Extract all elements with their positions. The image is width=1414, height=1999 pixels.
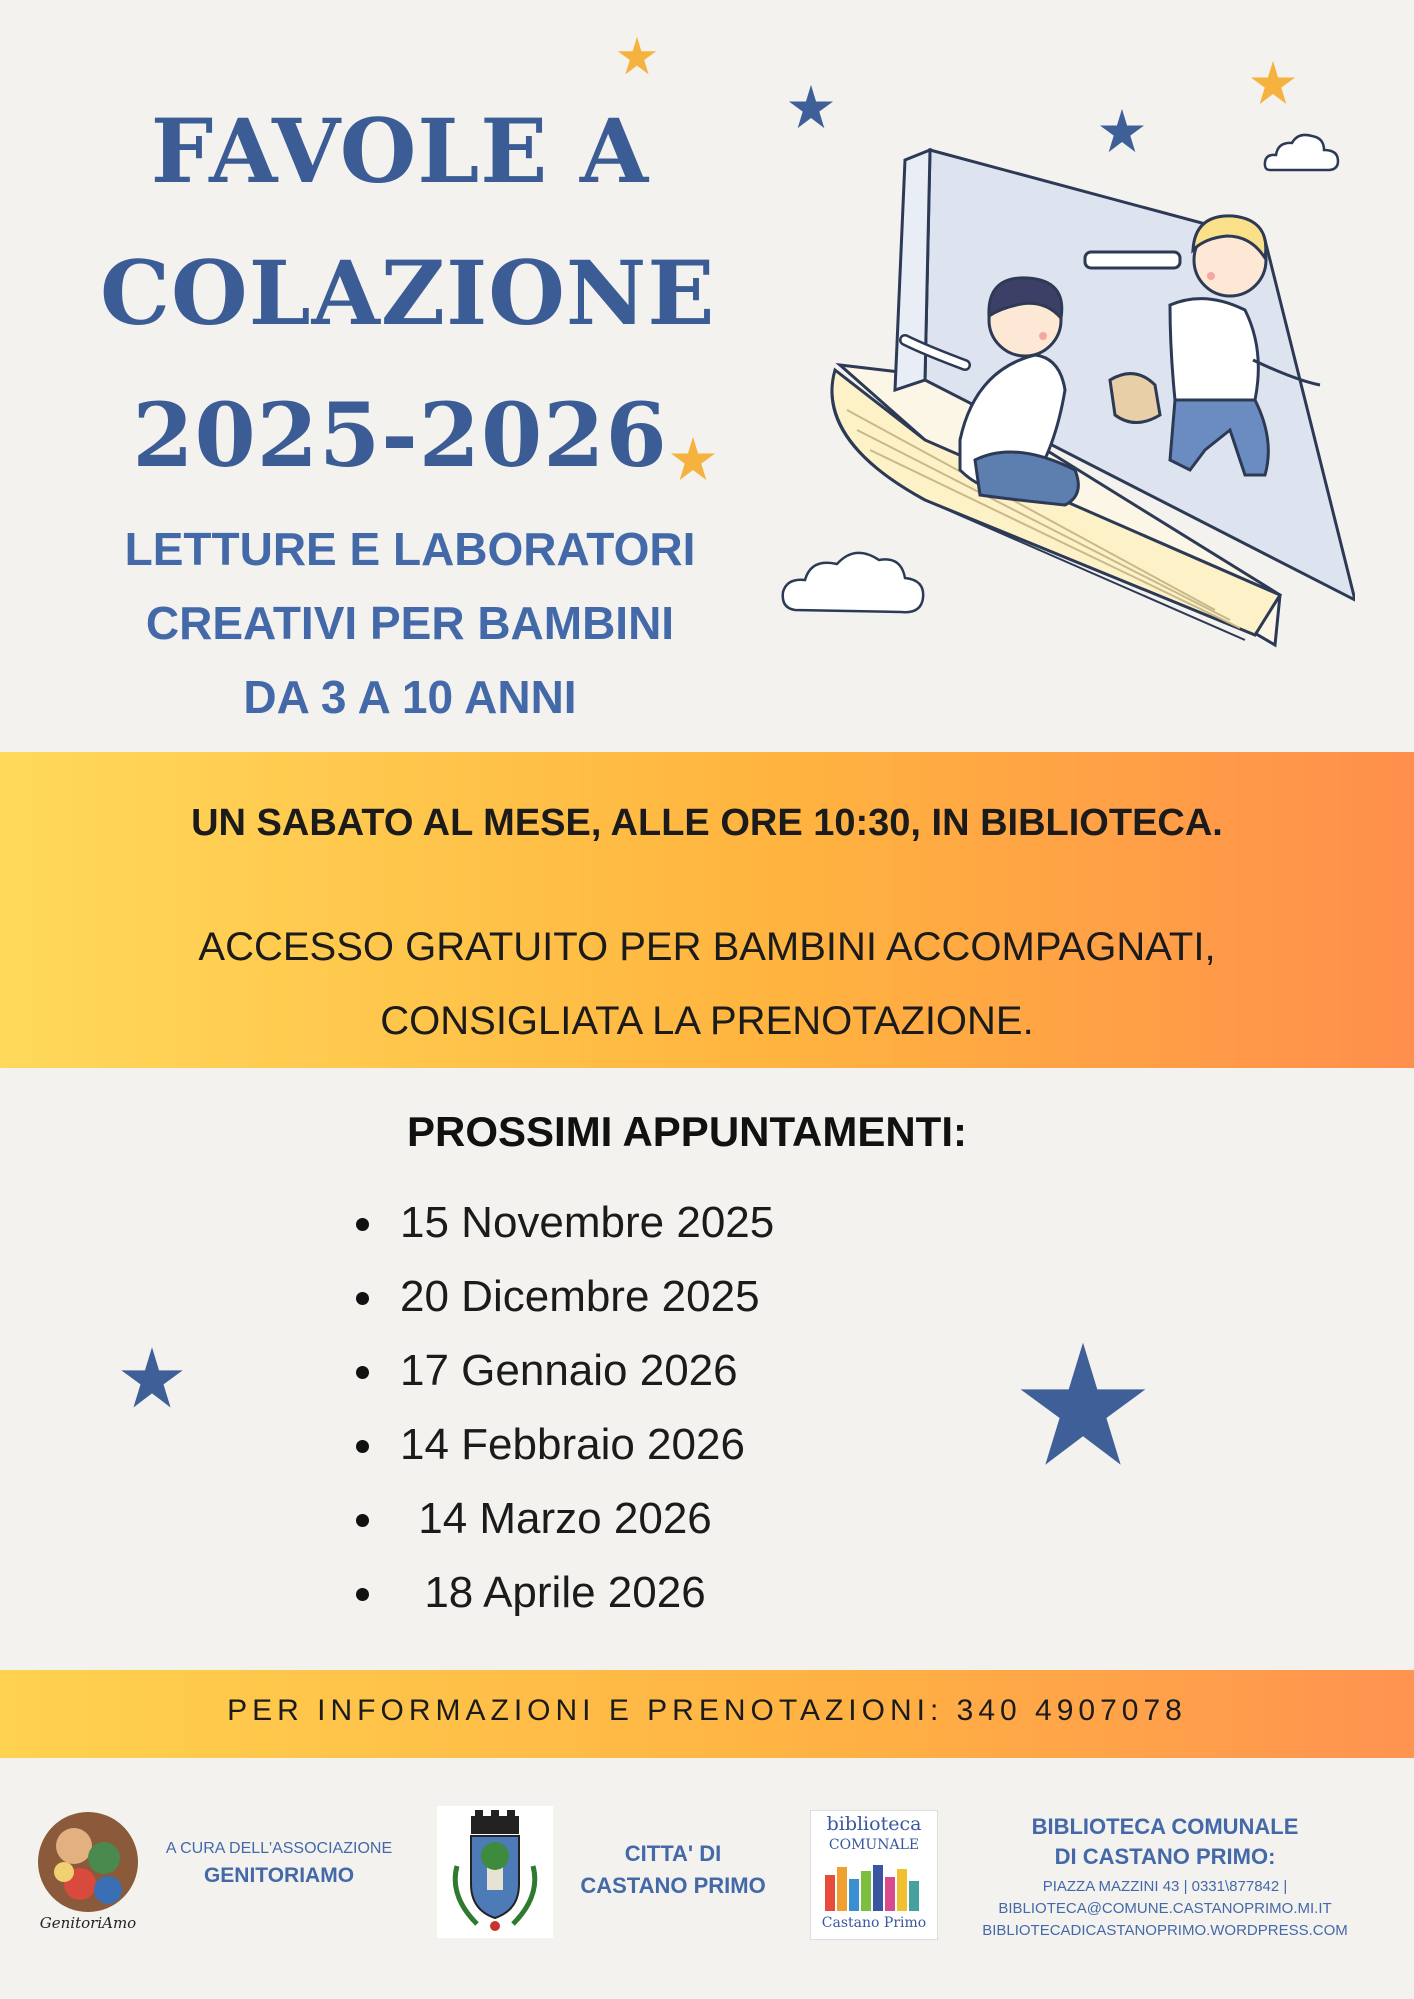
subtitle-line: CREATIVI PER BAMBINI — [145, 597, 675, 649]
city-line: CITTA' DI — [624, 1841, 722, 1866]
title-line: 2025-2026 — [132, 383, 668, 487]
library-email[interactable]: BIBLIOTECA@COMUNE.CASTANOPRIMO.MI.IT — [998, 1900, 1332, 1917]
date-text: 18 Aprile 2026 — [424, 1568, 706, 1617]
bullet-icon — [356, 1292, 369, 1305]
list-item — [340, 1484, 900, 1558]
contact-band — [0, 1670, 1414, 1758]
library-info — [945, 1812, 1385, 1942]
coat-of-arms-icon — [437, 1806, 553, 1938]
date-text: 15 Novembre 2025 — [400, 1198, 775, 1247]
date-text: 14 Marzo 2026 — [418, 1494, 712, 1543]
library-title-line: DI CASTANO PRIMO: — [1054, 1844, 1276, 1869]
poster-title — [100, 80, 716, 506]
list-item — [340, 1262, 900, 1336]
gold-star-icon — [1250, 60, 1296, 106]
library-title-line: BIBLIOTECA COMUNALE — [1031, 1814, 1299, 1839]
access-text — [0, 910, 1414, 1058]
book-spines-icon — [821, 1861, 927, 1911]
bullet-icon — [356, 1588, 369, 1601]
access-line: CONSIGLIATA LA PRENOTAZIONE. — [380, 999, 1034, 1043]
gold-star-icon — [617, 36, 657, 76]
coat-of-arms — [437, 1806, 553, 1938]
appointments-list — [340, 1188, 900, 1632]
list-item — [340, 1410, 900, 1484]
association-logo-text: GenitoriAmo — [39, 1914, 137, 1932]
list-item — [340, 1558, 900, 1632]
city-block — [560, 1838, 786, 1902]
title-line: COLAZIONE — [100, 241, 716, 345]
bullet-icon — [356, 1440, 369, 1453]
bullet-icon — [356, 1366, 369, 1379]
bullet-icon — [356, 1514, 369, 1527]
association-label: A CURA DELL'ASSOCIAZIONE — [165, 1840, 393, 1857]
title-line: FAVOLE A — [150, 99, 650, 203]
contact-text: PER INFORMAZIONI E PRENOTAZIONI: 340 4907078 — [227, 1694, 1187, 1727]
date-text: 17 Gennaio 2026 — [400, 1346, 738, 1395]
association-logo — [34, 1806, 142, 1938]
subtitle-line: DA 3 A 10 ANNI — [243, 671, 577, 723]
list-item — [340, 1188, 900, 1262]
bullet-icon — [356, 1218, 369, 1231]
subtitle-line: LETTURE E LABORATORI — [124, 523, 696, 575]
blue-star-icon — [788, 84, 834, 130]
blue-star-icon — [120, 1346, 184, 1410]
info-band — [0, 752, 1414, 1068]
association-block — [148, 1840, 410, 1888]
appointments-title: PROSSIMI APPUNTAMENTI: — [406, 1108, 967, 1155]
library-logo — [810, 1810, 938, 1940]
schedule-text: UN SABATO AL MESE, ALLE ORE 10:30, IN BIBLIOTECA. — [191, 802, 1223, 844]
access-line: ACCESSO GRATUITO PER BAMBINI ACCOMPAGNATI, — [198, 925, 1216, 969]
book-illustration — [775, 140, 1355, 660]
poster-subtitle — [80, 512, 740, 734]
city-line: CASTANO PRIMO — [580, 1873, 766, 1898]
library-logo-line: biblioteca — [826, 1813, 922, 1835]
library-address: PIAZZA MAZZINI 43 | 0331\877842 | — [1042, 1878, 1288, 1895]
association-name: GENITORIAMO — [203, 1864, 355, 1887]
date-text: 20 Dicembre 2025 — [400, 1272, 760, 1321]
blue-star-icon — [1018, 1340, 1148, 1470]
date-text: 14 Febbraio 2026 — [400, 1420, 745, 1469]
library-website[interactable]: BIBLIOTECADICASTANOPRIMO.WORDPRESS.COM — [982, 1922, 1348, 1939]
library-logo-line: COMUNALE — [828, 1837, 920, 1853]
library-logo-line: Castano Primo — [821, 1915, 927, 1931]
list-item — [340, 1336, 900, 1410]
